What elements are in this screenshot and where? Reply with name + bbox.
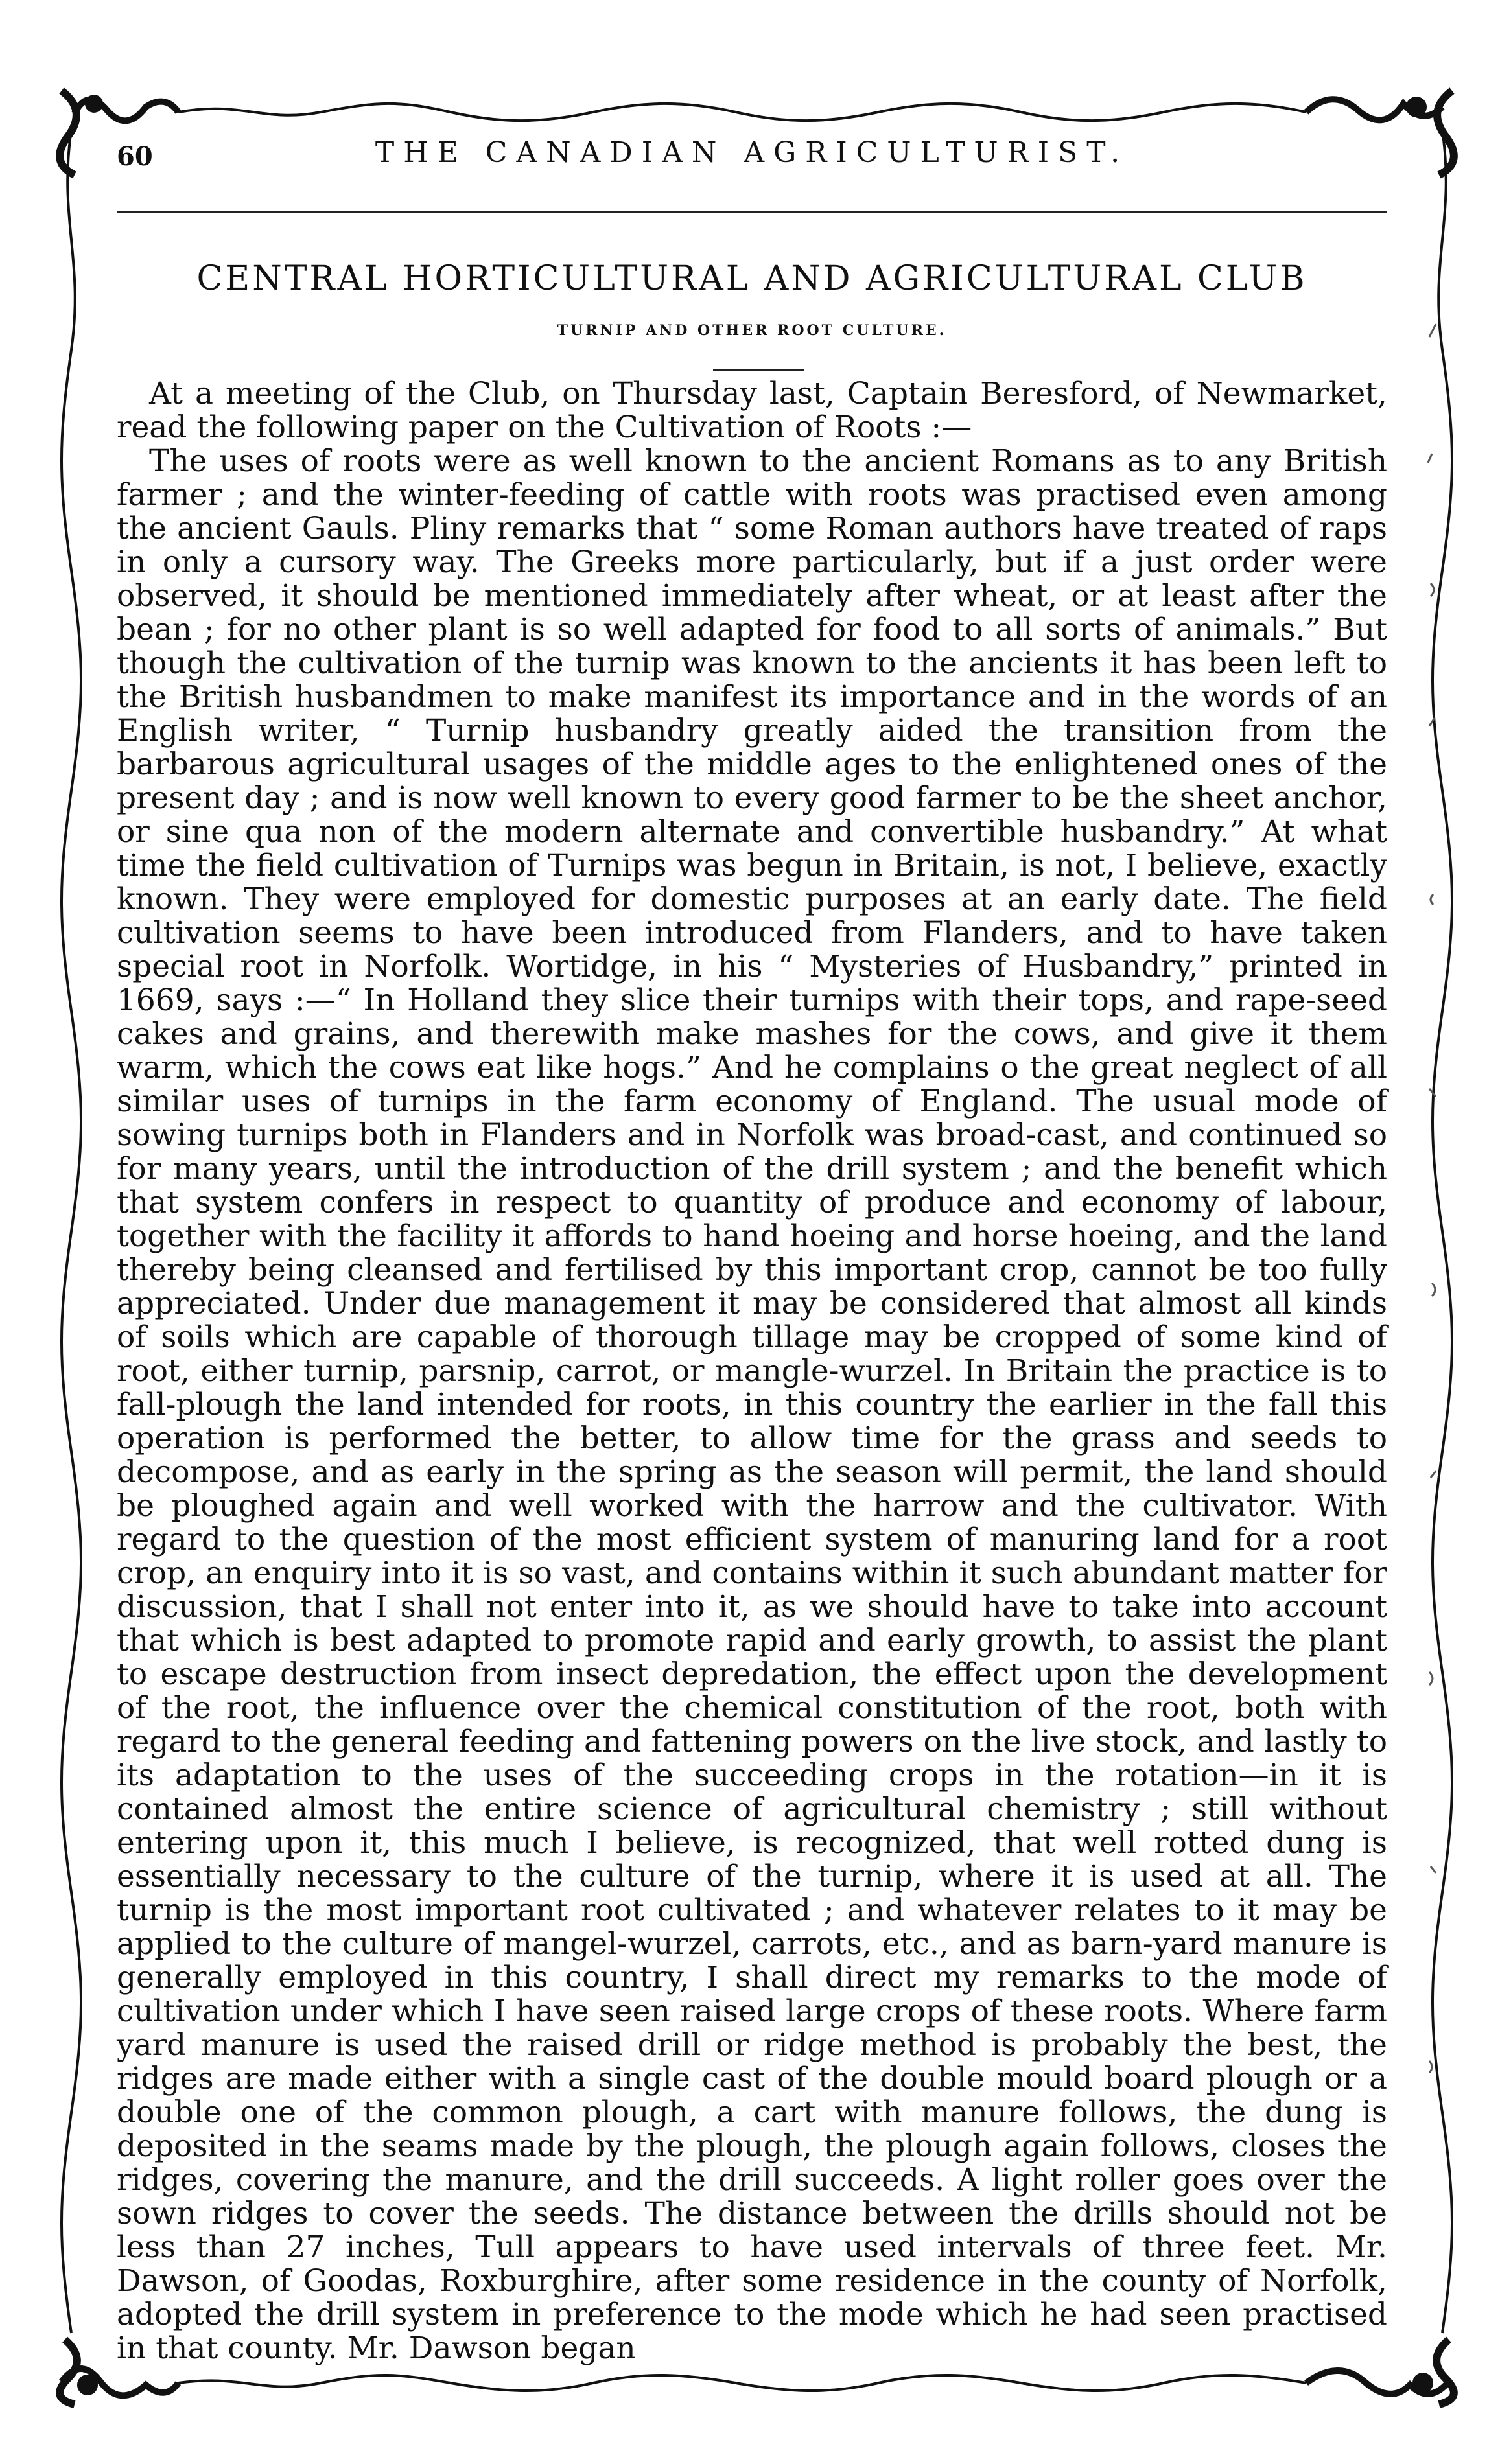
article-subtitle: TURNIP AND OTHER ROOT CULTURE. — [557, 322, 947, 339]
left-ornamental-border — [49, 91, 94, 2404]
header-rule — [117, 211, 1387, 213]
article-title: CENTRAL HORTICULTURAL AND AGRICULTURAL CLUB — [196, 259, 1307, 298]
paragraph-main: The uses of roots were as well known to the ancient Romans as to any British farmer ; and the winter-feeding of cattle with roots was practised even among the ancient Gauls. Pliny remarks that “ some Roman authors have treated of raps in only a cursory way. The Greeks more particularly, but if a just order were observed, it should be mentioned immediately after wheat, or at least after the bean ; for no other plant is so well adapted for food to all sorts of animals.” But though the cultivation of the turnip was known to the ancients it has been left to the British husbandmen to make manifest its importance and in the words of an English writer, “ Turnip husbandry greatly aided the transition from the barbarous agricultural usages of the middle ages to the enlightened ones of the present day ; and is now well known to every good farmer to be the sheet anchor, or sine qua non of the modern alternate and convertible husbandry.” At what time the field cultivation of Turnips was begun in Britain, is not, I believe, exactly known. They were employed for domestic purposes at an early date. The field cultivation seems to have been introduced from Flanders, and to have taken special root in Norfolk. Wortidge, in his “ Mysteries of Husbandry,” printed in 1669, says :—“ In Holland they slice their turnips with their tops, and rape-seed cakes and grains, and therewith make mashes for the cows, and give it them warm, which the cows eat like hogs.” And he complains o the great neglect of all similar uses of turnips in the farm economy of England. The usual mode of sowing turnips both in Flanders and in Norfolk was broad-cast, and continued so for many years, until the introduction of the drill system ; and the benefit which that system confers in respect to quantity of produce and economy of labour, together with the facility it affords to hand hoeing and horse hoeing, and the land thereby being cleansed and fertilised by this important crop, cannot be too fully appreciated. Under due management it may be considered that almost all kinds of soils which are capable of thorough tillage may be cropped of some kind of root, either turnip, parsnip, carrot, or mangle-wurzel. In Britain the practice is to fall-plough the land intended for roots, in this country the earlier in the fall this operation is performed the better, to allow time for the grass and seeds to decompose, and as early in the spring as the season will permit, the land should be ploughed again and well worked with the harrow and the cultivator. With regard to the question of the most efficient system of manuring land for a root crop, an enquiry into it is so vast, and contains within it such abundant matter for discussion, that I shall not enter into it, as we should have to take into account that which is best adapted to promote rapid and early growth, to assist the plant to escape destruction from insect depredation, the effect upon the development of the root, the influence over the chemical constitution of the root, both with regard to the general feeding and fattening powers on the live stock, and lastly to its adaptation to the uses of the succeeding crops in the rotation—in it is contained almost the entire science of agricultural chemistry ; still without entering upon it, this much I believe, is recognized, that well rotted dung is essentially necessary to the culture of the turnip, where it is used at all. The turnip is the most important root cultivated ; and whatever relates to it may be applied to the culture of mangel-wurzel, carrots, etc., and as barn-yard manure is generally employed in this country, I shall direct my remarks to the mode of cultivation under which I have seen raised large crops of these roots. Where farm yard manure is used the raised drill or ridge method is probably the best, the ridges are made either with a single cast of the double mould board plough or a double one of the common plough, a cart with manure follows, the dung is deposited in the seams made by the plough, the plough again follows, closes the ridges, covering the manure, and the drill succeeds. A light roller goes over the sown ridges to cover the seeds. The distance between the drills should not be less than 27 inches, Tull appears to have used intervals of three feet. Mr. Dawson, of Goodas, Roxburghire, after some residence in the county of Norfolk, adopted the drill system in preference to the mode which he had seen practised in that county. Mr. Dawson began — [117, 443, 1387, 2366]
title-rule — [713, 369, 804, 371]
article-body — [117, 376, 1387, 2366]
paragraph-intro: At a meeting of the Club, on Thursday last, Captain Beresford, of Newmarket, read the following paper on the Cultivation of Roots :— — [117, 376, 1387, 445]
page-header — [117, 130, 1387, 188]
margin-marks — [1423, 311, 1475, 2255]
running-title: THE CANADIAN AGRICULTURIST. — [375, 136, 1129, 169]
page-number: 60 — [117, 141, 153, 172]
